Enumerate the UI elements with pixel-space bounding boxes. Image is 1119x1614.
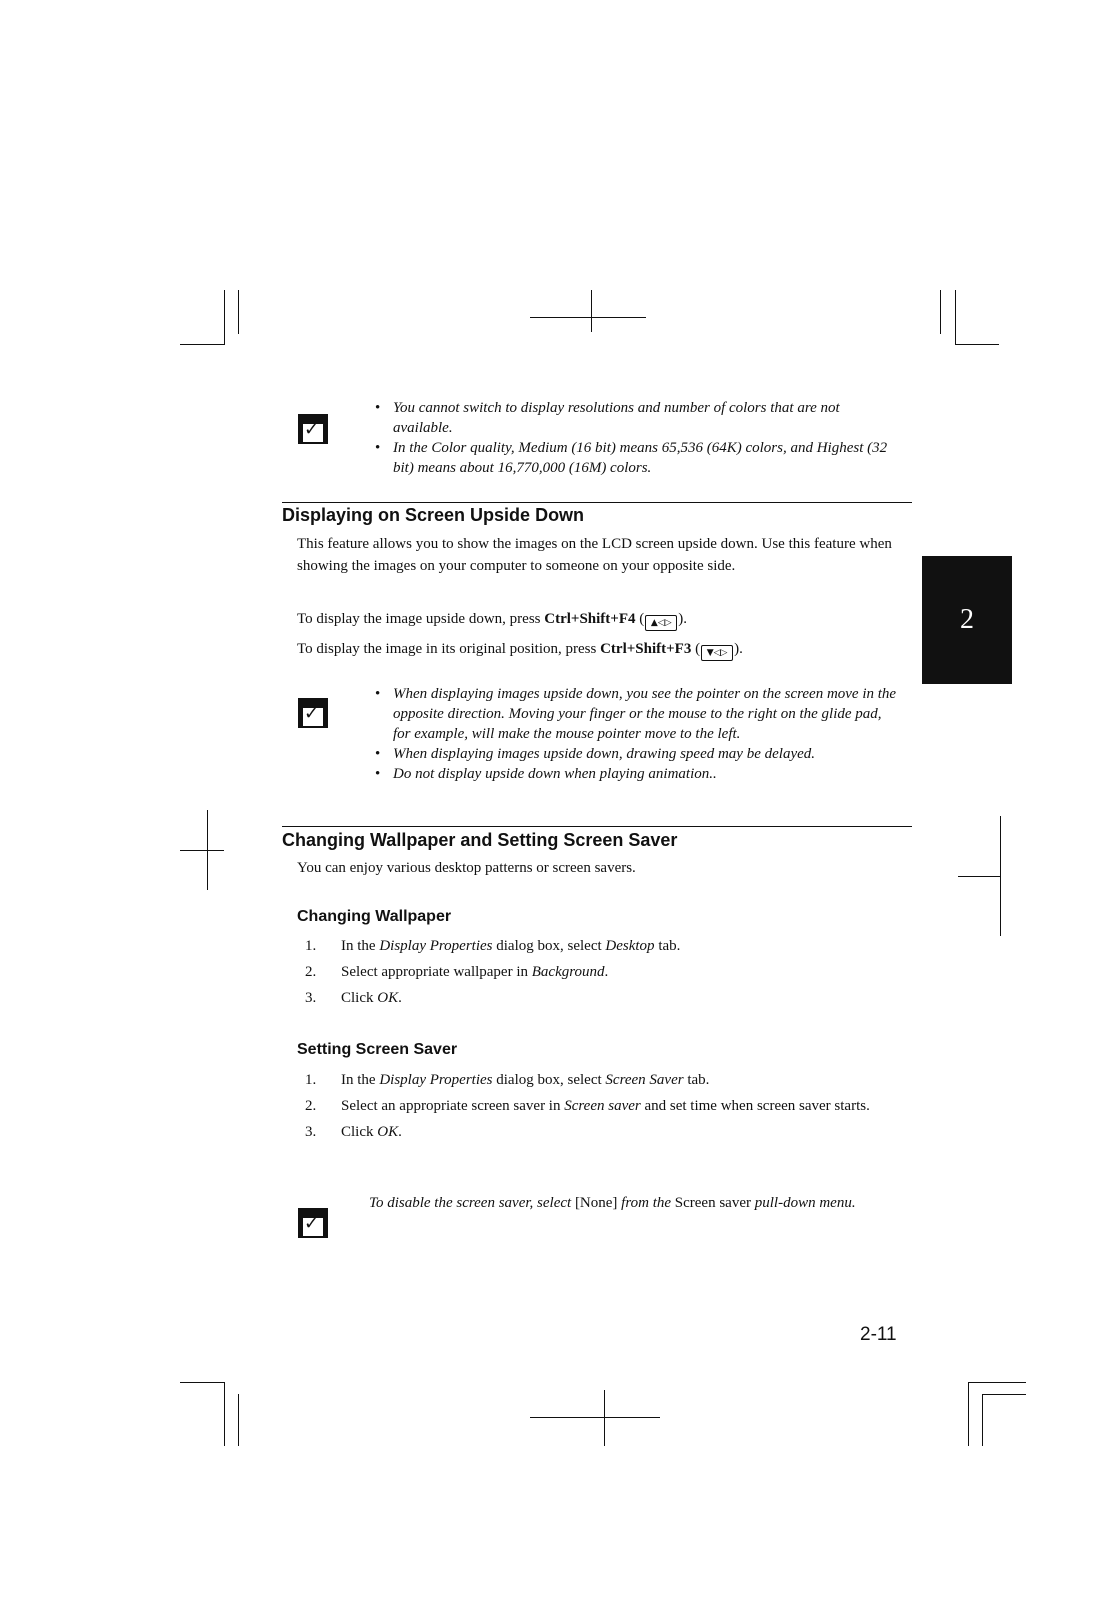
note-text: from the xyxy=(617,1195,675,1211)
step-text: and set time when screen saver starts. xyxy=(640,1098,870,1114)
note-item: • You cannot switch to display resolutions and number of colors that are not available. xyxy=(375,398,895,438)
step-item xyxy=(297,1122,897,1142)
shortcut-keys: Ctrl+Shift+F3 xyxy=(600,641,692,657)
note-text: To disable the screen saver, select xyxy=(369,1195,575,1211)
step-item xyxy=(297,962,897,982)
step-number: 1. xyxy=(305,938,317,954)
step-item xyxy=(297,1096,897,1116)
wallpaper-steps xyxy=(297,936,897,1014)
step-text: tab. xyxy=(683,1072,710,1088)
note-list-resolution xyxy=(375,398,895,478)
step-item xyxy=(297,936,897,956)
ui-term: [None] xyxy=(574,1195,618,1211)
step-number: 2. xyxy=(305,964,317,980)
ui-term: Display Properties xyxy=(379,1072,493,1088)
ui-term: Screen saver xyxy=(564,1098,641,1114)
chapter-tab: 2 xyxy=(922,556,1012,684)
step-number: 3. xyxy=(305,1124,317,1140)
ui-term: Display Properties xyxy=(379,938,493,954)
step-text: dialog box, select xyxy=(492,938,606,954)
step-text: In the xyxy=(341,938,380,954)
note-check-icon: ✓ xyxy=(298,1208,328,1238)
ui-term: OK xyxy=(377,990,399,1006)
section-paragraph: This feature allows you to show the images on the LCD screen upside down. Use this feature when showing the images on your computer to someone on your opposite side. xyxy=(297,536,892,574)
note-item: • When displaying images upside down, you see the pointer on the screen move in the opposite direction. Moving your finger or the mouse to the right on the glide pad, for example, will make the mouse pointer move to the left. xyxy=(375,684,900,744)
shortcut-keys: Ctrl+Shift+F4 xyxy=(544,611,636,627)
ui-term: Desktop xyxy=(605,938,655,954)
subsection-title-wallpaper: Changing Wallpaper xyxy=(297,908,452,925)
subsection-title-screen-saver: Setting Screen Saver xyxy=(297,1041,458,1058)
step-number: 2. xyxy=(305,1098,317,1114)
rotate-down-key-icon: ▼◁▷ xyxy=(701,645,733,661)
screen-saver-steps xyxy=(297,1070,897,1148)
section-title-upside-down: Displaying on Screen Upside Down xyxy=(282,505,585,525)
note-item: • When displaying images upside down, drawing speed may be delayed. xyxy=(375,744,900,764)
upside-down-instruction: To display the image upside down, press Ctrl+Shift+F4 ( ▲◁▷ ). xyxy=(297,608,687,631)
step-item xyxy=(297,1070,897,1090)
section-rule xyxy=(282,502,912,503)
step-text: tab. xyxy=(654,938,681,954)
note-text: pull-down menu. xyxy=(751,1195,856,1211)
step-number: 1. xyxy=(305,1072,317,1088)
note-item: • In the Color quality, Medium (16 bit) means 65,536 (64K) colors, and Highest (32 bit) means about 16,770,000 (16M) colors. xyxy=(375,438,895,478)
note-disable-saver xyxy=(369,1193,859,1213)
step-text: Select appropriate wallpaper in xyxy=(341,964,532,980)
step-text: In the xyxy=(341,1072,380,1088)
step-text: . xyxy=(398,990,402,1006)
step-text: dialog box, select xyxy=(492,1072,606,1088)
step-text: Click xyxy=(341,990,378,1006)
ui-term: Background xyxy=(531,964,605,980)
note-check-icon: ✓ xyxy=(298,414,328,444)
page-number: 2-11 xyxy=(860,1324,897,1345)
step-text: Click xyxy=(341,1124,378,1140)
note-check-icon: ✓ xyxy=(298,698,328,728)
section-title-wallpaper-saver: Changing Wallpaper and Setting Screen Saver xyxy=(282,830,678,850)
rotate-up-key-icon: ▲◁▷ xyxy=(645,615,677,631)
ui-term: OK xyxy=(377,1124,399,1140)
note-item: • Do not display upside down when playing animation.. xyxy=(375,764,900,784)
step-text: . xyxy=(604,964,609,980)
ui-term: Screen saver xyxy=(674,1195,751,1211)
step-number: 3. xyxy=(305,990,317,1006)
section-intro: You can enjoy various desktop patterns or screen savers. xyxy=(297,860,636,876)
step-text: Select an appropriate screen saver in xyxy=(341,1098,565,1114)
ui-term: Screen Saver xyxy=(605,1072,684,1088)
step-text: . xyxy=(398,1124,402,1140)
section-rule xyxy=(282,826,912,827)
step-item xyxy=(297,988,897,1008)
note-list-upside-down xyxy=(375,684,900,784)
original-position-instruction: To display the image in its original position, press Ctrl+Shift+F3 ( ▼◁▷ ). xyxy=(297,638,743,661)
